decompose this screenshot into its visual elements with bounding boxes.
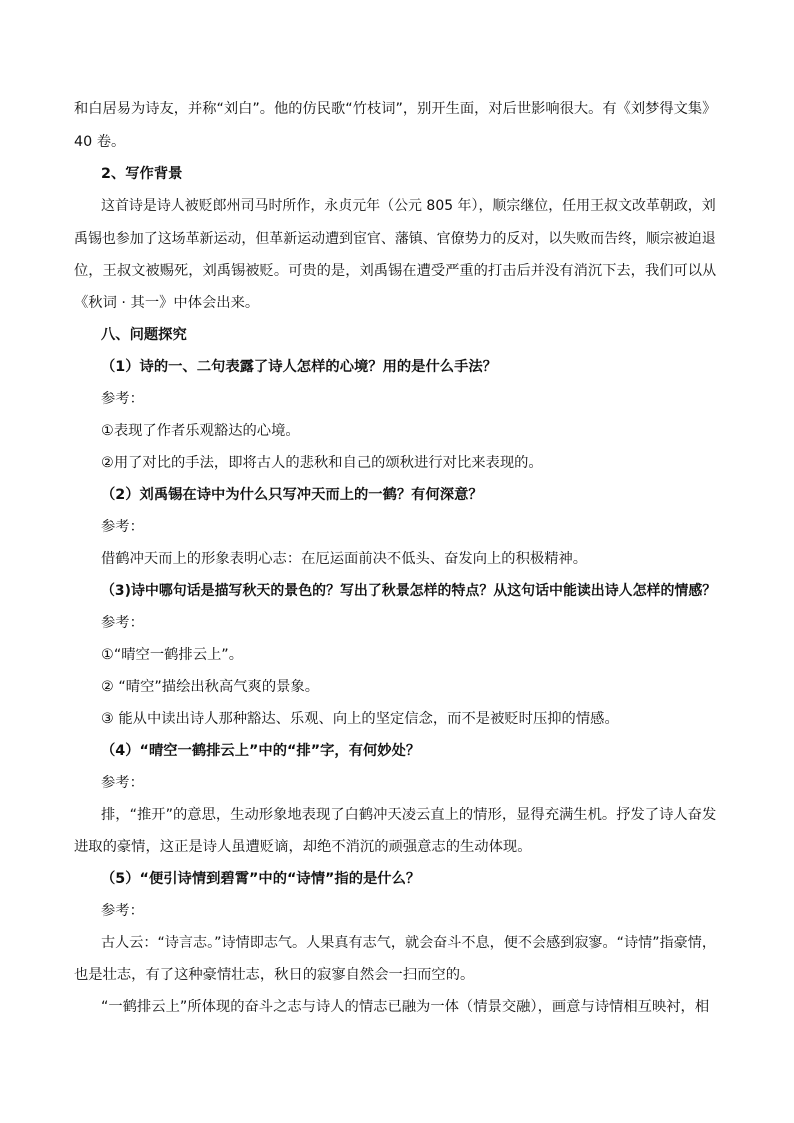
section-heading: 八、问题探究: [101, 327, 187, 343]
question-heading: （4）“晴空一鹤排云上”中的“排”字，有何妙处？: [101, 743, 421, 759]
text-line: 这首诗是诗人被贬郎州司马时所作，永贞元年（公元 805 年），顺宗继位，任用王叔文改革朝政，刘: [101, 198, 716, 214]
text-line: 40 卷。: [74, 134, 126, 150]
reference-label: 参考：: [101, 775, 144, 791]
text-line: 借鹤冲天而上的形象表明心志：在厄运面前决不低头、奋发向上的积极精神。: [101, 551, 588, 567]
question-heading: （5）“便引诗情到碧霄”中的“诗情”指的是什么？: [101, 871, 421, 887]
text-line: 排，“推开”的意思，生动形象地表现了白鹤冲天凌云直上的情形，显得充满生机。抒发了诗人奋发: [101, 807, 717, 823]
text-line: ②用了对比的手法，即将古人的悲秋和自己的颂秋进行对比来表现的。: [101, 455, 543, 471]
text-line: ①“晴空一鹤排云上”。: [101, 647, 244, 663]
text-line: ①表现了作者乐观豁达的心境。: [101, 423, 300, 439]
text-line: 《秋词 · 其一》中体会出来。: [74, 295, 260, 311]
text-line: 位，王叔文被赐死，刘禹锡被贬。可贵的是，刘禹锡在遭受严重的打击后并没有消沉下去，我们可以从: [74, 263, 717, 279]
text-line: 也是壮志，有了这种豪情壮志，秋日的寂寥自然会一扫而空的。: [74, 967, 475, 983]
question-heading: （3)诗中哪句话是描写秋天的景色的？写出了秋景怎样的特点？从这句话中能读出诗人怎样的情感？: [101, 583, 717, 599]
text-line: 和白居易为诗友，并称“刘白”。他的仿民歌“竹枝词”，别开生面，对后世影响很大。有《刘梦得文集》: [74, 101, 717, 117]
text-line: ② “晴空”描绘出秋高气爽的景象。: [101, 679, 320, 695]
text-line: 禹锡也参加了这场革新运动，但革新运动遭到宦官、藩镇、官僚势力的反对，以失败而告终，顺宗被迫退: [74, 231, 716, 247]
section-heading: 2、写作背景: [101, 166, 183, 182]
question-heading: （1）诗的一、二句表露了诗人怎样的心境？用的是什么手法？: [101, 359, 497, 375]
question-heading: （2）刘禹锡在诗中为什么只写冲天而上的一鹤？有何深意？: [101, 487, 483, 503]
reference-label: 参考：: [101, 391, 144, 407]
reference-label: 参考：: [101, 615, 144, 631]
reference-label: 参考：: [101, 519, 144, 535]
text-line: ③ 能从中读出诗人那种豁达、乐观、向上的坚定信念，而不是被贬时压抑的情感。: [101, 711, 619, 727]
text-line: 古人云：“诗言志。”诗情即志气。人果真有志气，就会奋斗不息，便不会感到寂寥。“诗情”指豪情，: [101, 935, 716, 951]
text-line: 进取的豪情，这正是诗人虽遭贬谪，却绝不消沉的顽强意志的生动体现。: [74, 839, 532, 855]
text-line: “一鹤排云上”所体现的奋斗之志与诗人的情志已融为一体（情景交融），画意与诗情相互映衬，相: [101, 999, 710, 1015]
reference-label: 参考：: [101, 903, 144, 919]
